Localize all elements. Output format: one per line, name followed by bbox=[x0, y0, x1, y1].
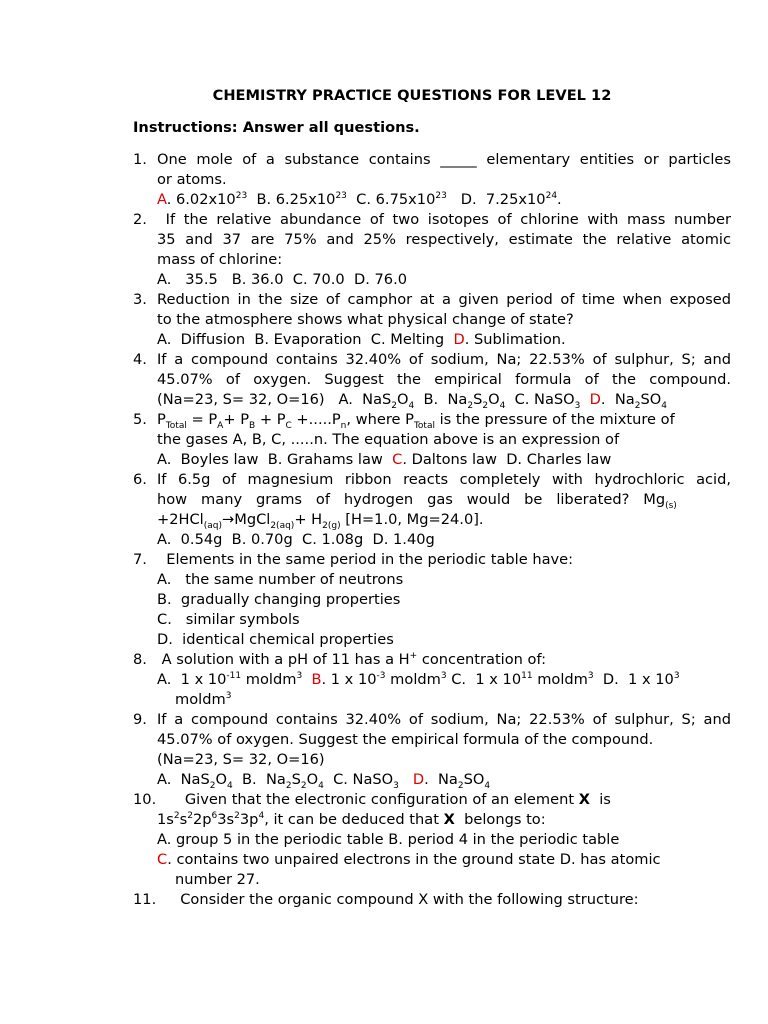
question-number: 10. bbox=[133, 791, 157, 808]
answer-option: C. similar symbols bbox=[157, 611, 300, 628]
correct-answer-marker: D bbox=[589, 391, 601, 408]
correct-answer-marker: D bbox=[453, 331, 465, 348]
question-text: +2HCl$_{(aq)}$→MgCl$_{2(aq)}$+ $H_{2(g)}$ [H=1.0, Mg=24.0]. bbox=[157, 511, 484, 531]
question-2 bbox=[133, 210, 731, 290]
answer-options: moldm$^3$ bbox=[175, 691, 232, 708]
question-6 bbox=[133, 470, 731, 550]
question-text: A solution with a pH of 11 has a H+ concentration of: bbox=[157, 651, 547, 668]
question-3 bbox=[133, 290, 731, 350]
question-text: Given that the electronic configuration of an element X is bbox=[157, 791, 611, 808]
question-text: Elements in the same period in the periodic table have: bbox=[157, 551, 574, 568]
question-text: Reduction in the size of camphor at a given period of time when exposed bbox=[157, 291, 731, 308]
question-number: 11. bbox=[133, 891, 157, 908]
question-text: mass of chlorine: bbox=[157, 251, 283, 268]
answer-options: A. 1 x $10^{-11}$ moldm$^3$ B. 1 x $10^{-3}$ moldm$^3$ C. 1 x $10^{11}$ moldm$^3$ D. 1 x $10^3$ bbox=[157, 671, 680, 688]
correct-answer-marker: A bbox=[157, 191, 167, 208]
question-number: 9. bbox=[133, 711, 147, 728]
question-4 bbox=[133, 350, 731, 410]
answer-options: number 27. bbox=[175, 871, 260, 888]
question-8 bbox=[133, 650, 731, 710]
question-text: If the relative abundance of two isotopes of chlorine with mass number bbox=[157, 211, 731, 228]
question-7 bbox=[133, 550, 731, 650]
question-5 bbox=[133, 410, 731, 470]
question-text: or atoms. bbox=[157, 171, 227, 188]
answer-option: B. gradually changing properties bbox=[157, 591, 401, 608]
page-title: CHEMISTRY PRACTICE QUESTIONS FOR LEVEL 12 bbox=[212, 87, 612, 104]
question-text: (Na=23, S= 32, O=16) bbox=[157, 751, 325, 768]
correct-answer-marker: D bbox=[412, 771, 425, 788]
correct-answer-marker: B bbox=[311, 671, 322, 688]
question-text: 45.07% of oxygen. Suggest the empirical formula of the compound. bbox=[157, 371, 731, 388]
answer-options: A. Diffusion B. Evaporation C. Melting D. Sublimation. bbox=[157, 331, 566, 348]
question-10 bbox=[133, 790, 731, 890]
question-text: If a compound contains 32.40% of sodium, Na; 22.53% of sulphur, S; and bbox=[157, 711, 731, 728]
question-number: 5. bbox=[133, 411, 147, 428]
question-text: the gases A, B, C, .....n. The equation above is an expression of bbox=[157, 431, 620, 448]
correct-answer-marker: C bbox=[157, 851, 168, 868]
answer-option: D. identical chemical properties bbox=[157, 631, 394, 648]
answer-options: C. contains two unpaired electrons in the ground state D. has atomic bbox=[157, 851, 661, 868]
answer-option: A. the same number of neutrons bbox=[157, 571, 404, 588]
answer-options: A. 35.5 B. 36.0 C. 70.0 D. 76.0 bbox=[157, 271, 408, 288]
question-text: Consider the organic compound X with the following structure: bbox=[157, 891, 639, 908]
answer-options: A. $6.02x10^{23}$ B. $6.25x10^{23}$ C. $6.75x10^{23}$ D. $7.25x10^{24}$. bbox=[157, 191, 562, 208]
answer-options: A. group 5 in the periodic table B. period 4 in the periodic table bbox=[157, 831, 620, 848]
question-text: One mole of a substance contains _____ elementary entities or particles bbox=[157, 151, 731, 168]
question-1 bbox=[133, 150, 731, 210]
question-text: how many grams of hydrogen gas would be liberated? $Mg_{(s)}$ bbox=[157, 491, 677, 511]
question-text: If a compound contains 32.40% of sodium, Na; 22.53% of sulphur, S; and bbox=[157, 351, 731, 368]
answer-options: A. Boyles law B. Grahams law C. Daltons law D. Charles law bbox=[157, 451, 612, 468]
answer-options: A. 0.54g B. 0.70g C. 1.08g D. 1.40g bbox=[157, 531, 435, 548]
question-number: 8. bbox=[133, 651, 147, 668]
question-text: $P_{Total} = P_A+ P_B + P_C +.....P_n$, where $P_{Total}$ is the pressure of the mixture of bbox=[157, 411, 675, 431]
question-text: If 6.5g of magnesium ribbon reacts completely with hydrochloric acid, bbox=[157, 471, 731, 488]
correct-answer-marker: C bbox=[392, 451, 403, 468]
question-text: to the atmosphere shows what physical change of state? bbox=[157, 311, 574, 328]
instructions: Instructions: Answer all questions. bbox=[133, 119, 420, 136]
question-number: 6. bbox=[133, 471, 147, 488]
question-number: 2. bbox=[133, 211, 147, 228]
answer-options: A. $NaS_2O_4$ B. $Na_2S_2O_4$ C. NaSO$_3$ D. $Na_2SO_4$ bbox=[157, 771, 491, 791]
question-number: 4. bbox=[133, 351, 147, 368]
question-text: 35 and 37 are 75% and 25% respectively, estimate the relative atomic bbox=[157, 231, 731, 248]
question-text: $1s^2s^22p^63s^23p^4$, it can be deduced that X belongs to: bbox=[157, 811, 546, 828]
question-number: 7. bbox=[133, 551, 147, 568]
question-text: 45.07% of oxygen. Suggest the empirical formula of the compound. bbox=[157, 731, 654, 748]
question-number: 3. bbox=[133, 291, 147, 308]
answer-options: (Na=23, S= 32, O=16) A. $NaS_2O_4$ B. $Na_2S_2O_4$ C. NaSO$_3$ D. $Na_2SO_4$ bbox=[157, 391, 667, 411]
question-11 bbox=[133, 890, 731, 910]
question-number: 1. bbox=[133, 151, 147, 168]
question-9 bbox=[133, 710, 731, 790]
